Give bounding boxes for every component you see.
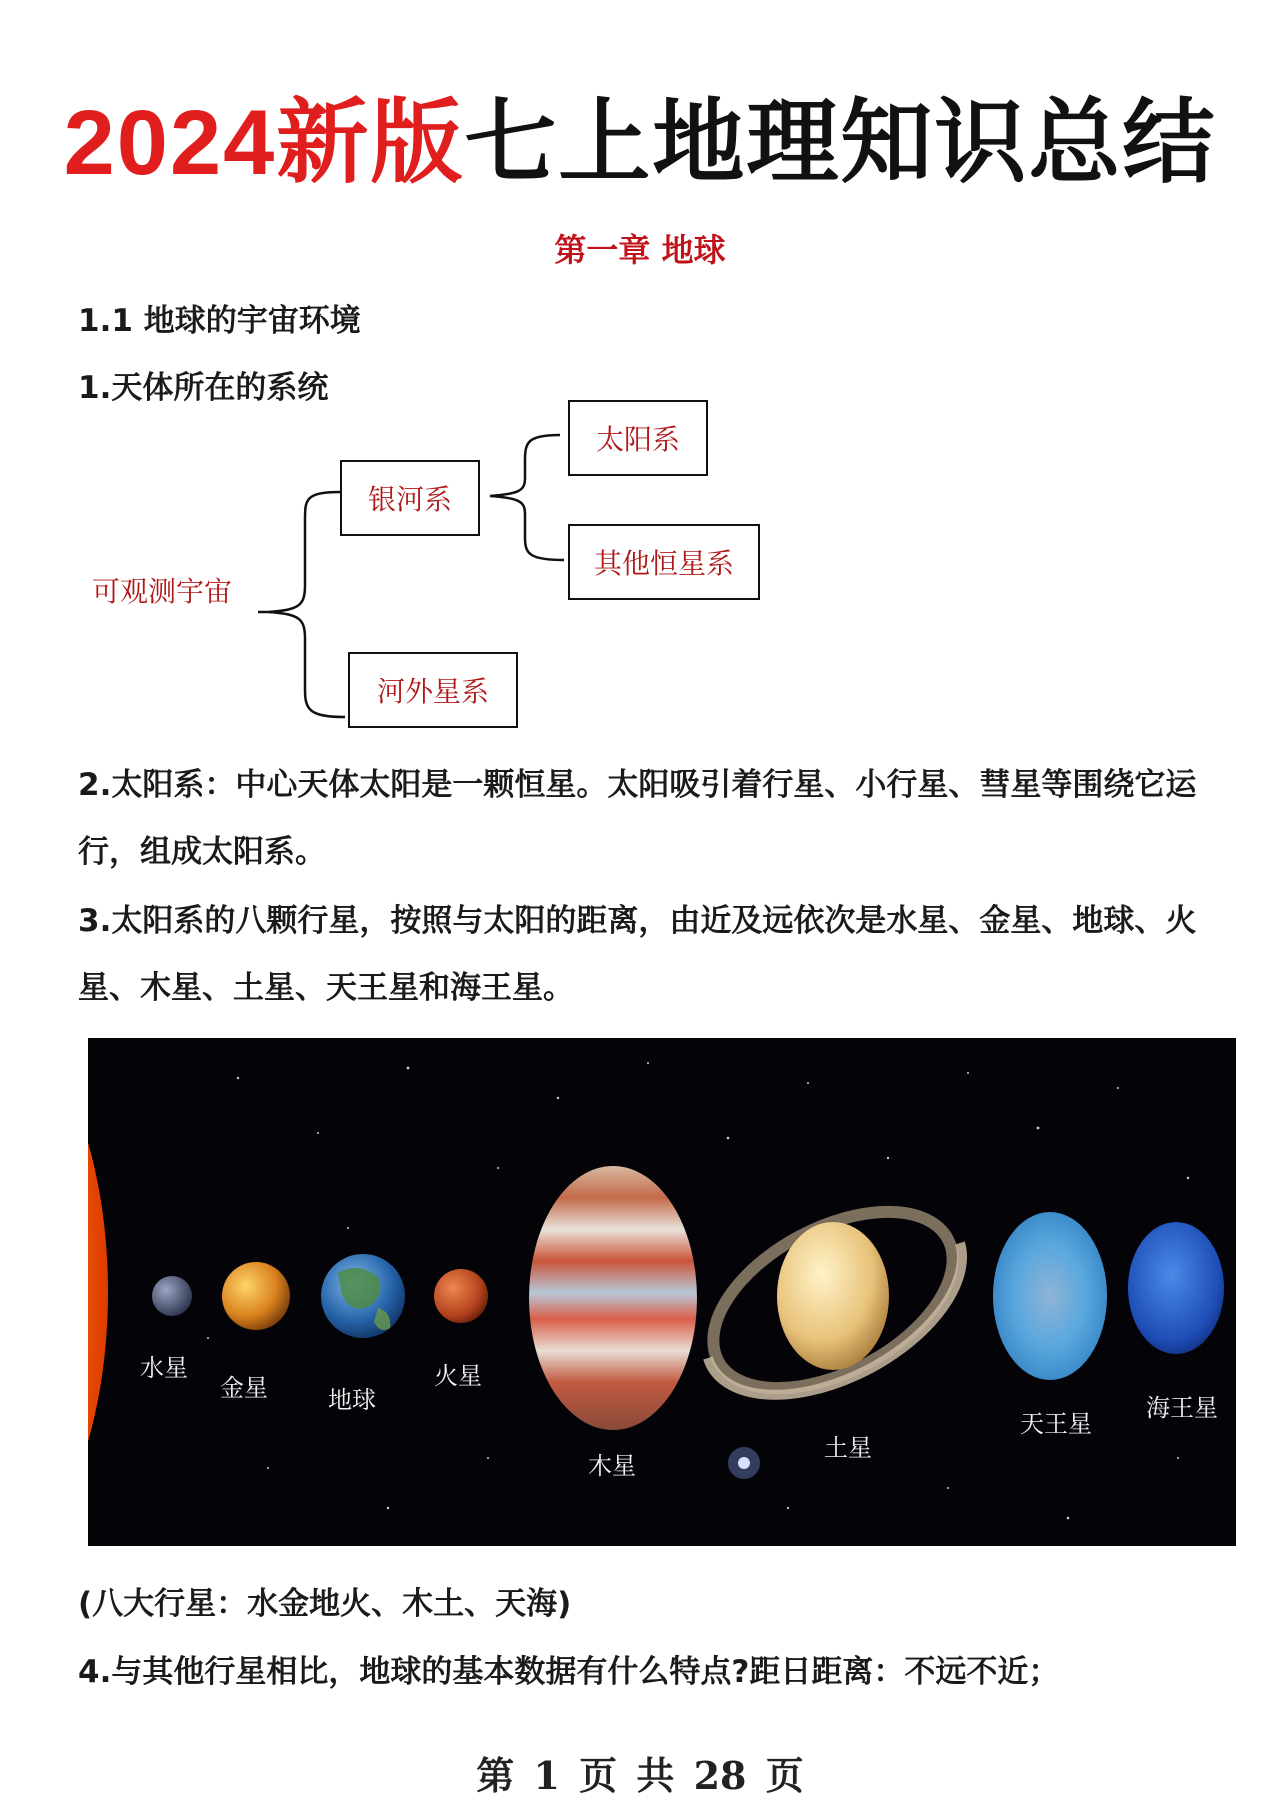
planets-illustration [88, 1038, 1236, 1546]
sun-shape [88, 1038, 108, 1546]
diagram-box-other-star-systems: 其他恒星系 [568, 524, 760, 600]
title-new: 新版 [276, 89, 465, 196]
item-1-heading: 1.天体所在的系统 [78, 370, 329, 406]
venus-shape [222, 1262, 290, 1330]
planet-label-earth: 地球 [328, 1386, 376, 1414]
planet-mnemonic: (八大行星：水金地火、木土、天海) [78, 1586, 572, 1622]
planet-label-venus: 金星 [220, 1374, 268, 1402]
diagram-box-solar-system: 太阳系 [568, 400, 708, 476]
planet-label-uranus: 天王星 [1020, 1410, 1092, 1438]
section-heading: 1.1 地球的宇宙环境 [78, 303, 361, 339]
diagram-box-milky-way: 银河系 [340, 460, 480, 536]
diagram-box-extragalactic: 河外星系 [348, 652, 518, 728]
planet-label-jupiter: 木星 [588, 1452, 636, 1480]
item-2-paragraph: 2.太阳系：中心天体太阳是一颗恒星。太阳吸引着行星、小行星、彗星等围绕它运行，组成太阳系。 [78, 767, 1197, 870]
saturn-shape [777, 1222, 889, 1370]
mercury-shape [152, 1276, 192, 1316]
uranus-shape [993, 1212, 1107, 1380]
planet-label-mars: 火星 [434, 1362, 482, 1390]
title-rest: 七上地理知识总结 [464, 89, 1217, 196]
chapter-heading: 第一章 地球 [554, 231, 726, 269]
planet-label-saturn: 土星 [824, 1434, 872, 1462]
planet-label-neptune: 海王星 [1146, 1394, 1218, 1422]
jupiter-shape [529, 1166, 697, 1430]
universe-hierarchy-diagram [0, 390, 1280, 740]
item-3-paragraph: 3.太阳系的八颗行星，按照与太阳的距离，由近及远依次是水星、金星、地球、火星、木星、土星、天王星和海王星。 [78, 903, 1197, 1006]
planet-label-mercury: 水星 [140, 1354, 188, 1382]
solar-system-image [88, 1038, 1236, 1546]
diagram-root-label: 可观测宇宙 [92, 575, 233, 608]
page-title [0, 89, 1280, 196]
neptune-shape [1128, 1222, 1224, 1354]
mars-shape [434, 1269, 488, 1323]
item-4-paragraph: 4.与其他行星相比，地球的基本数据有什么特点?距日距离：不远不近； [78, 1654, 1060, 1690]
title-year: 2024 [63, 92, 277, 194]
page-footer: 第 1 页 共 28 页 [476, 1753, 804, 1798]
